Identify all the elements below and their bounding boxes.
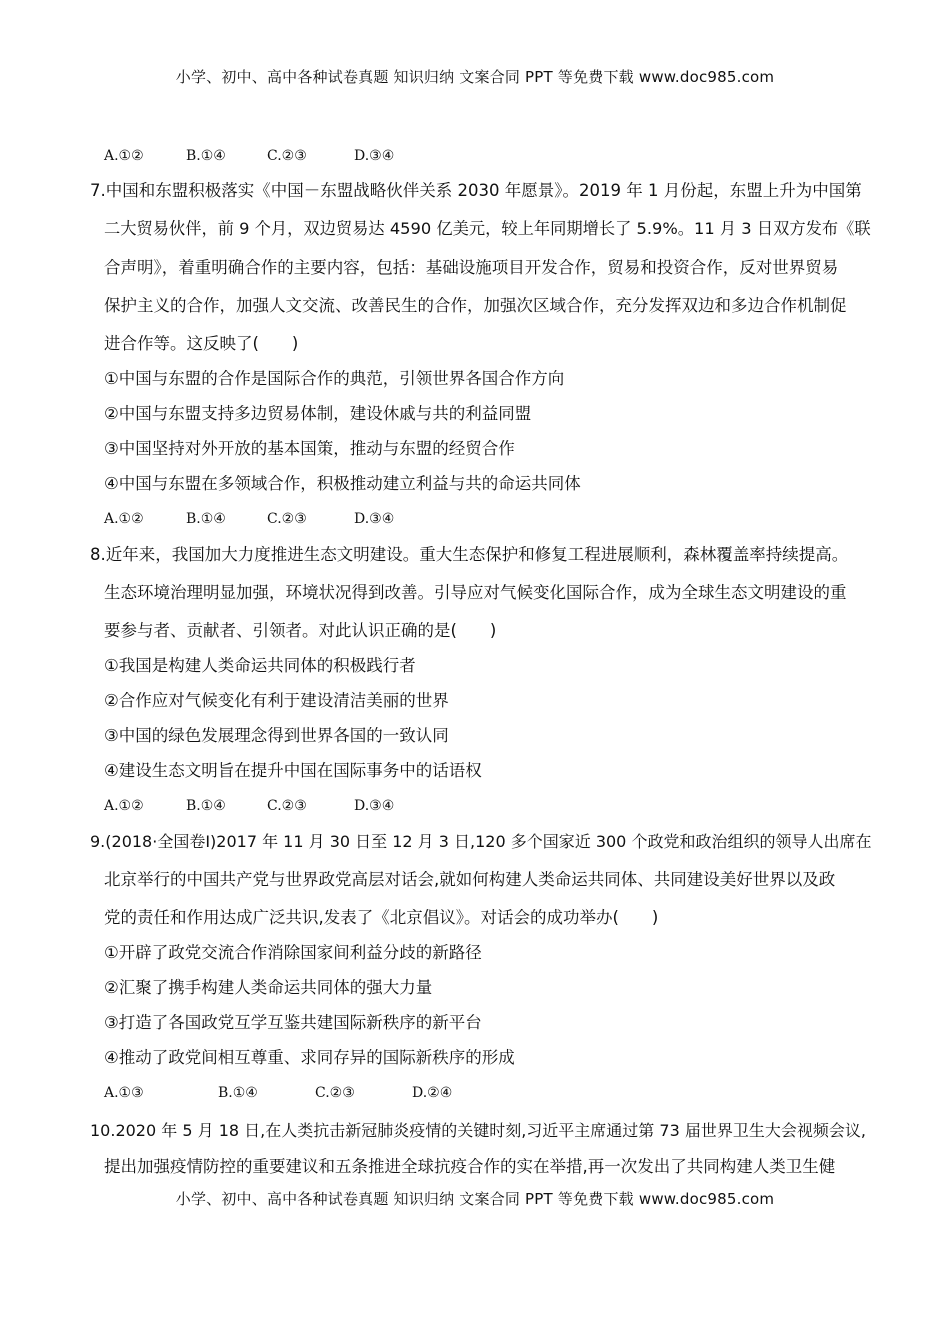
q8-stem-line-1: 8.近年来，我国加大力度推进生态文明建设。重大生态保护和修复工程进展顺利，森林覆盖率持续提高。 xyxy=(90,545,849,564)
q8-option-c: C.②③ xyxy=(267,798,307,814)
q7-statement-4: ④中国与东盟在多领域合作，积极推动建立利益与共的命运共同体 xyxy=(104,474,581,493)
q9-option-a: A.①③ xyxy=(104,1085,144,1101)
q8-option-b: B.①④ xyxy=(186,798,226,814)
q7-option-c: C.②③ xyxy=(267,511,307,527)
q7-stem-line-1: 7.中国和东盟积极落实《中国－东盟战略伙伴关系 2030 年愿景》。2019 年 1 月份起，东盟上升为中国第 xyxy=(90,181,862,200)
q9-option-b: B.①④ xyxy=(218,1085,258,1101)
q7-statement-2: ②中国与东盟支持多边贸易体制，建设休戚与共的利益同盟 xyxy=(104,404,532,423)
q7-statement-3: ③中国坚持对外开放的基本国策，推动与东盟的经贸合作 xyxy=(104,439,515,458)
prev-option-b: B.①④ xyxy=(186,148,226,164)
q7-stem-line-2: 二大贸易伙伴，前 9 个月，双边贸易达 4590 亿美元，较上年同期增长了 5.9%。11 月 3 日双方发布《联 xyxy=(104,219,871,238)
q9-stem-line-2: 北京举行的中国共产党与世界政党高层对话会,就如何构建人类命运共同体、共同建设美好世界以及政 xyxy=(104,870,836,889)
q8-option-d: D.③④ xyxy=(354,798,395,814)
q7-option-d: D.③④ xyxy=(354,511,395,527)
q8-stem-line-3: 要参与者、贡献者、引领者。对此认识正确的是( ) xyxy=(104,621,497,640)
q7-option-a: A.①② xyxy=(104,511,144,527)
prev-option-c: C.②③ xyxy=(267,148,307,164)
q8-statement-3: ③中国的绿色发展理念得到世界各国的一致认同 xyxy=(104,726,449,745)
q9-statement-3: ③打造了各国政党互学互鉴共建国际新秩序的新平台 xyxy=(104,1013,482,1032)
q10-stem-line-1: 10.2020 年 5 月 18 日,在人类抗击新冠肺炎疫情的关键时刻,习近平主席通过第 73 届世界卫生大会视频会议, xyxy=(90,1121,866,1140)
q9-stem-line-1: 9.(2018·全国卷I)2017 年 11 月 30 日至 12 月 3 日,120 多个国家近 300 个政党和政治组织的领导人出席在 xyxy=(90,832,872,851)
q8-stem-line-2: 生态环境治理明显加强，环境状况得到改善。引导应对气候变化国际合作，成为全球生态文明建设的重 xyxy=(104,583,847,602)
q8-statement-2: ②合作应对气候变化有利于建设清洁美丽的世界 xyxy=(104,691,449,710)
prev-option-d: D.③④ xyxy=(354,148,395,164)
q9-option-d: D.②④ xyxy=(412,1085,453,1101)
q9-stem-line-3: 党的责任和作用达成广泛共识,发表了《北京倡议》。对话会的成功举办( ) xyxy=(104,908,659,927)
q7-stem-line-5: 进合作等。这反映了( ) xyxy=(104,334,299,353)
q8-option-a: A.①② xyxy=(104,798,144,814)
q10-stem-line-2: 提出加强疫情防控的重要建议和五条推进全球抗疫合作的实在举措,再一次发出了共同构建人类卫生健 xyxy=(104,1157,836,1176)
q9-option-c: C.②③ xyxy=(315,1085,355,1101)
page-header: 小学、初中、高中各种试卷真题 知识归纳 文案合同 PPT 等免费下载 www.doc985.com xyxy=(175,68,775,86)
prev-option-a: A.①② xyxy=(104,148,144,164)
q8-statement-4: ④建设生态文明旨在提升中国在国际事务中的话语权 xyxy=(104,761,482,780)
q8-statement-1: ①我国是构建人类命运共同体的积极践行者 xyxy=(104,656,416,675)
page-footer: 小学、初中、高中各种试卷真题 知识归纳 文案合同 PPT 等免费下载 www.doc985.com xyxy=(175,1190,775,1208)
q9-statement-1: ①开辟了政党交流合作消除国家间利益分歧的新路径 xyxy=(104,943,482,962)
q7-option-b: B.①④ xyxy=(186,511,226,527)
q9-statement-4: ④推动了政党间相互尊重、求同存异的国际新秩序的形成 xyxy=(104,1048,515,1067)
q7-stem-line-3: 合声明》，着重明确合作的主要内容，包括：基础设施项目开发合作，贸易和投资合作，反对世界贸易 xyxy=(104,258,839,277)
q7-stem-line-4: 保护主义的合作，加强人文交流、改善民生的合作，加强次区域合作，充分发挥双边和多边合作机制促 xyxy=(104,296,847,315)
q7-statement-1: ①中国与东盟的合作是国际合作的典范，引领世界各国合作方向 xyxy=(104,369,565,388)
q9-statement-2: ②汇聚了携手构建人类命运共同体的强大力量 xyxy=(104,978,433,997)
